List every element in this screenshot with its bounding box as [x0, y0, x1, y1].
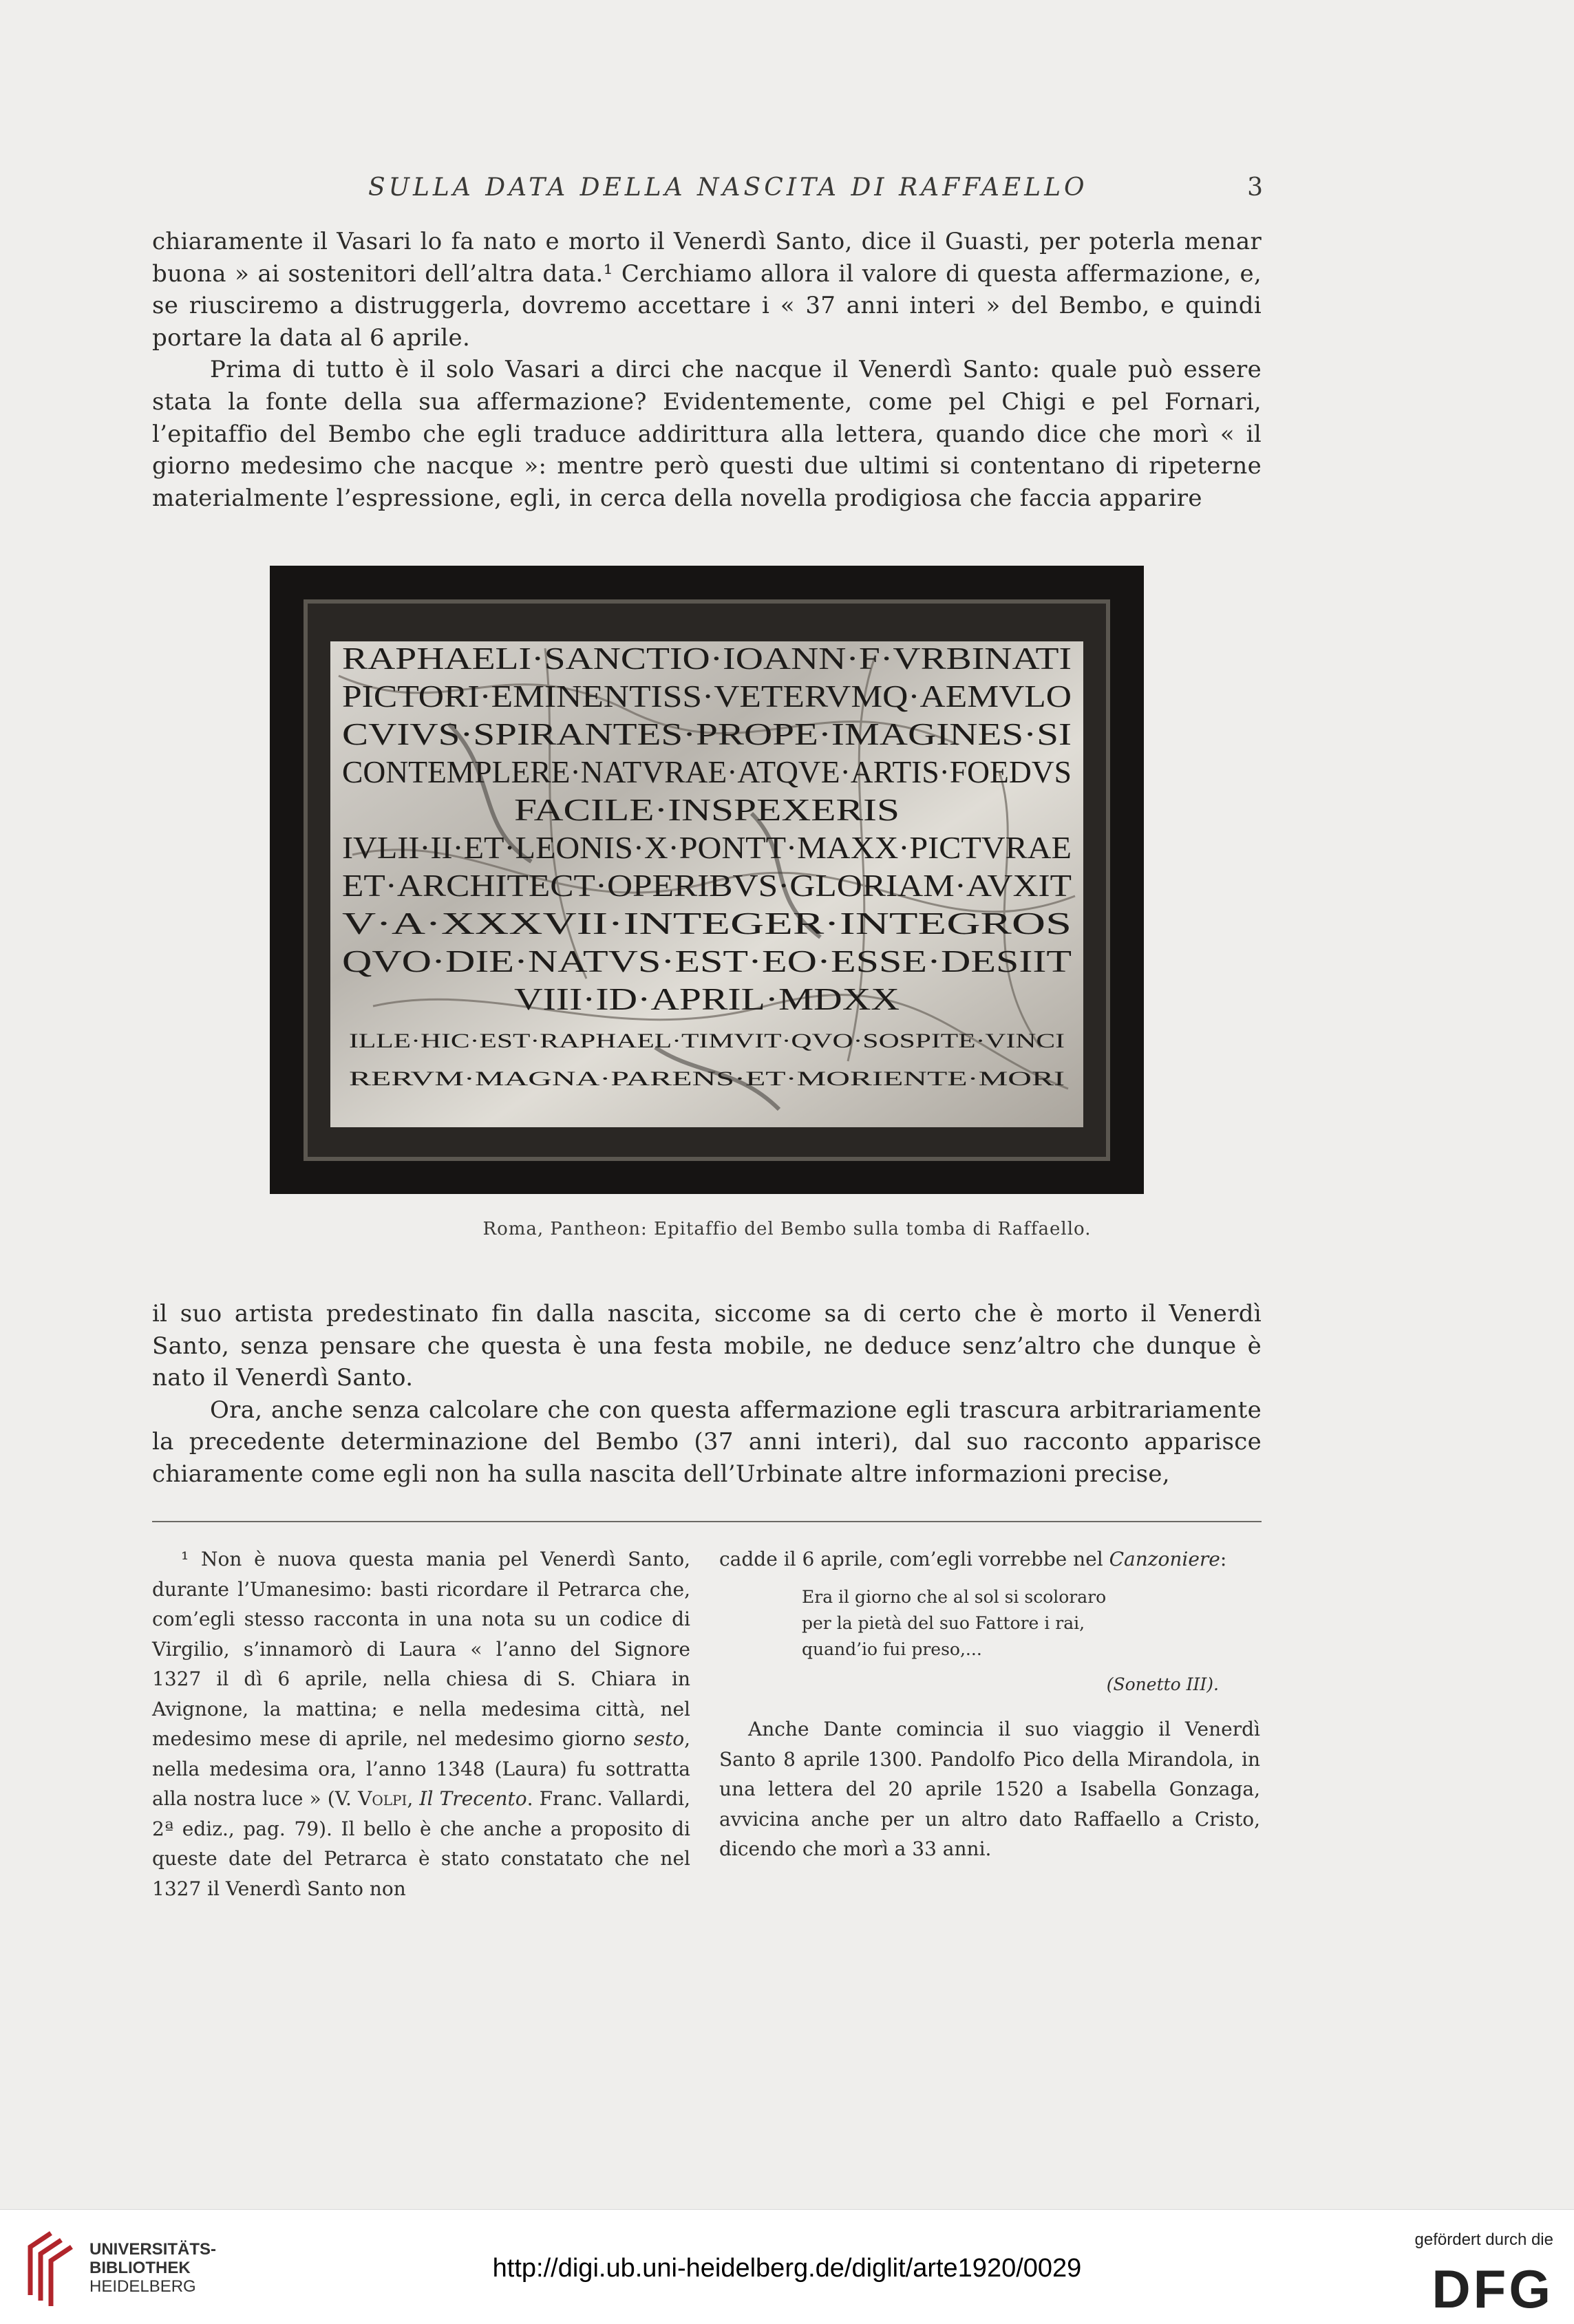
- paragraph: il suo artista predestinato fin dalla nascita, siccome sa di certo che è morto il Venerdì Santo, senza pensare che questa è una festa mobile, ne deduce senz’altro che dunque è nato il Venerdì Santo.: [152, 1300, 1262, 1392]
- footnote-rule: [152, 1521, 1262, 1522]
- footnote-text: ,: [407, 1787, 420, 1810]
- inscription-line: RERVM·MAGNA·PARENS·ET·MORIENTE·MORI: [349, 1067, 1065, 1090]
- inscription-line: V·A·XXXVII·INTEGER·INTEGROS: [342, 906, 1072, 941]
- inscription-line: VIII·ID·APRIL·MDXX: [514, 981, 900, 1016]
- inscription-line: CONTEMPLERE·NATVRAE·ATQVE·ARTIS·FOEDVS: [342, 754, 1072, 789]
- footnote-text: :: [1220, 1548, 1227, 1570]
- verse-line: per la pietà del suo Fattore i rai,: [802, 1612, 1085, 1633]
- footnote-right-column: [719, 1544, 1260, 1864]
- inscription-line: ET·ARCHITECT·OPERIBVS·GLORIAM·AVXIT: [342, 868, 1072, 903]
- inscription-line: QVO·DIE·NATVS·EST·EO·ESSE·DESIIT: [342, 944, 1072, 979]
- paragraph: chiaramente il Vasari lo fa nato e morto il Venerdì Santo, dice il Guasti, per poterla menar buona » ai sostenitori dell’altra data.¹ Cerchiamo allora il valore di questa affermazione, e, se riusciremo a distruggerla, dovremo accettare i « 37 anni interi » del Bembo, e quindi portare la data al 6 aprile.: [152, 228, 1262, 352]
- footnote-italic: sesto: [633, 1727, 685, 1750]
- book-title: Canzoniere: [1109, 1548, 1220, 1570]
- library-name-line: BIBLIOTHEK: [89, 2259, 191, 2277]
- body-text-bottom: [152, 1298, 1262, 1491]
- footnote-paragraph: [152, 1544, 690, 1904]
- paragraph: Prima di tutto è il solo Vasari a dirci che nacque il Venerdì Santo: quale può essere stata la fonte della sua affermazione? Evidentemente, come pel Chigi e pel Fornari, l’epitaffio del Bembo che egli traduce addirittura alla lettera, quando dice che morì « il giorno medesimo che nacque »: mentre però questi due ultimi si contentano di ripeterne materialmente l’espressione, egli, in cerca della novella prodigiosa che faccia apparire: [152, 356, 1262, 512]
- permalink-url[interactable]: http://digi.ub.uni-heidelberg.de/diglit/arte1920/0029: [492, 2254, 1082, 2283]
- epitaph-photograph: [270, 566, 1144, 1194]
- sonnet-reference: (Sonetto III).: [1106, 1674, 1219, 1694]
- library-name-line: UNIVERSITÄTS-: [89, 2240, 217, 2259]
- inscription-line: FACILE·INSPEXERIS: [514, 792, 900, 827]
- inscription-line: PICTORI·EMINENTISS·VETERVMQ·AEMVLO: [342, 679, 1072, 714]
- epitaph-plate-image: [270, 566, 1144, 1194]
- footnote-text: cadde il 6 aprile, com’egli vorrebbe nel: [719, 1548, 1109, 1570]
- library-name-line: HEIDELBERG: [89, 2277, 196, 2296]
- body-text-top: [152, 226, 1262, 514]
- viewer-footer: [0, 2209, 1574, 2324]
- running-title: SULLA DATA DELLA NASCITA DI RAFFAELLO: [368, 173, 1088, 202]
- page-number: 3: [1247, 173, 1266, 202]
- inscription-line: IVLII·II·ET·LEONIS·X·PONTT·MAXX·PICTVRAE: [342, 830, 1072, 865]
- paragraph: Ora, anche senza calcolare che con questa affermazione egli trascura arbitrariamente la precedente determinazione del Bembo (37 anni interi), dal suo racconto apparisce chiaramente come egli non ha sulla nascita dell’Urbinate altre informazioni precise,: [152, 1396, 1262, 1488]
- footnote-left-column: [152, 1544, 690, 1904]
- inscription-line: ILLE·HIC·EST·RAPHAEL·TIMVIT·QVO·SOSPITE·VINCI: [349, 1030, 1065, 1052]
- funding-note: gefördert durch die: [1414, 2230, 1553, 2249]
- running-head: [138, 173, 1266, 208]
- dfg-logo[interactable]: DFG: [1432, 2259, 1553, 2319]
- verse-line: Era il giorno che al sol si scoloraro: [802, 1586, 1107, 1607]
- inscription-line: RAPHAELI·SANCTIO·IOANN·F·VRBINATI: [342, 641, 1072, 676]
- footnote-paragraph: [719, 1544, 1260, 1575]
- book-title: Il Trecento: [419, 1787, 527, 1810]
- verse-quote: [802, 1584, 1260, 1663]
- footnote-text: , nella medesima ora, l’anno 1348 (Laura) fu sottratta alla nostra luce » (V.: [152, 1727, 690, 1810]
- verse-line: quand’io fui preso,...: [802, 1639, 982, 1659]
- figure-caption: Roma, Pantheon: Epitaffio del Bembo sulla tomba di Raffaello.: [482, 1219, 1092, 1239]
- footnote-text: . Franc. Vallardi, 2ª ediz., pag. 79). Il bello è che anche a proposito di queste date del Petrarca è stato constatato che nel 1327 il Venerdì Santo non: [152, 1787, 690, 1900]
- footnote-text: ¹ Non è nuova questa mania pel Venerdì Santo, durante l’Umanesimo: basti ricordare il Petrarca che, com’egli stesso racconta in una nota su un codice di Virgilio, s’innamorò di Laura « l’anno del Signore 1327 il dì 6 aprile, nella chiesa di S. Chiara in Avignone, la mattina; e nella medesima città, nel medesimo mese di aprile, nel medesimo giorno: [152, 1548, 690, 1750]
- author-name: Volpi: [358, 1787, 407, 1810]
- inscription-line: CVIVS·SPIRANTES·PROPE·IMAGINES·SI: [342, 716, 1072, 751]
- footnote-paragraph: Anche Dante comincia il suo viaggio il Venerdì Santo 8 aprile 1300. Pandolfo Pico della Mirandola, in una lettera del 20 aprile 1520 a Isabella Gonzaga, avvicina anche per un altro dato Raffaello a Cristo, dicendo che morì a 33 anni.: [719, 1718, 1260, 1860]
